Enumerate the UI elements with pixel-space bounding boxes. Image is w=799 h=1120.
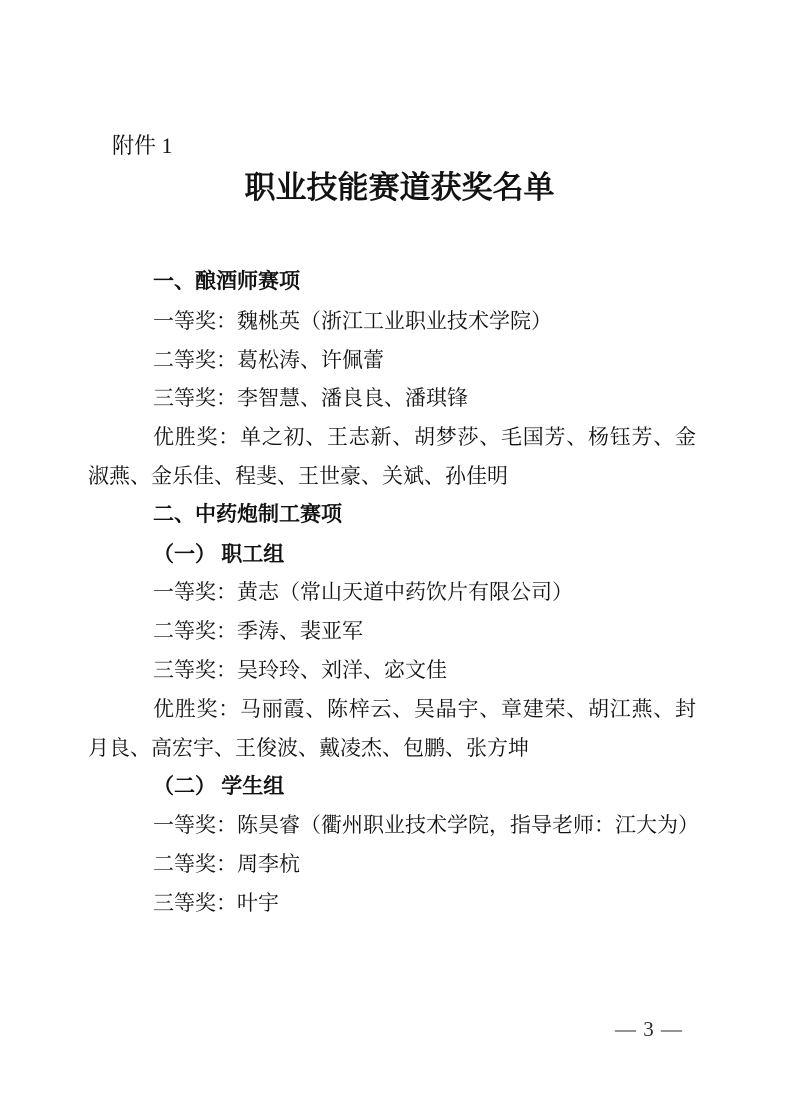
award-line-first-prize: 一等奖：魏桃英（浙江工业职业技术学院） <box>153 308 552 333</box>
award-line-first-prize: 一等奖：陈昊睿（衢州职业技术学院，指导老师：江大为） <box>153 813 699 838</box>
page-number: — 3 — <box>615 1017 683 1041</box>
group-name-student-group: （二） 学生组 <box>153 774 285 799</box>
award-line-winning-prize: 优胜奖：马丽霞、陈梓云、吴晶宇、章建荣、胡江燕、封月良、高宏宇、王俊波、戴凌杰、包鹏、张方坤 <box>88 696 696 760</box>
award-line-second-prize: 二等奖：季涛、裴亚军 <box>153 619 363 644</box>
section-heading-tcm-processing: 二、中药炮制工赛项 <box>153 502 342 526</box>
award-line-third-prize: 三等奖：吴玲玲、刘洋、宓文佳 <box>153 657 447 682</box>
award-line-winning-prize: 优胜奖：单之初、王志新、胡梦莎、毛国芳、杨钰芳、金淑燕、金乐佳、程斐、王世豪、关斌、孙佳明 <box>88 425 696 488</box>
attachment-label: 附件 1 <box>112 133 173 158</box>
group-name-worker-group: （一） 职工组 <box>153 541 285 566</box>
section-heading-brewer: 一、酿酒师赛项 <box>153 270 300 293</box>
award-line-third-prize: 三等奖：叶宇 <box>153 890 279 915</box>
award-line-first-prize: 一等奖：黄志（常山天道中药饮片有限公司） <box>153 580 573 605</box>
award-line-second-prize: 二等奖：周李杭 <box>153 851 300 876</box>
document-title: 职业技能赛道获奖名单 <box>244 170 555 205</box>
award-line-third-prize: 三等奖：李智慧、潘良良、潘琪锋 <box>153 386 468 411</box>
award-line-second-prize: 二等奖：葛松涛、许佩蕾 <box>153 347 384 372</box>
document-body <box>88 263 699 923</box>
